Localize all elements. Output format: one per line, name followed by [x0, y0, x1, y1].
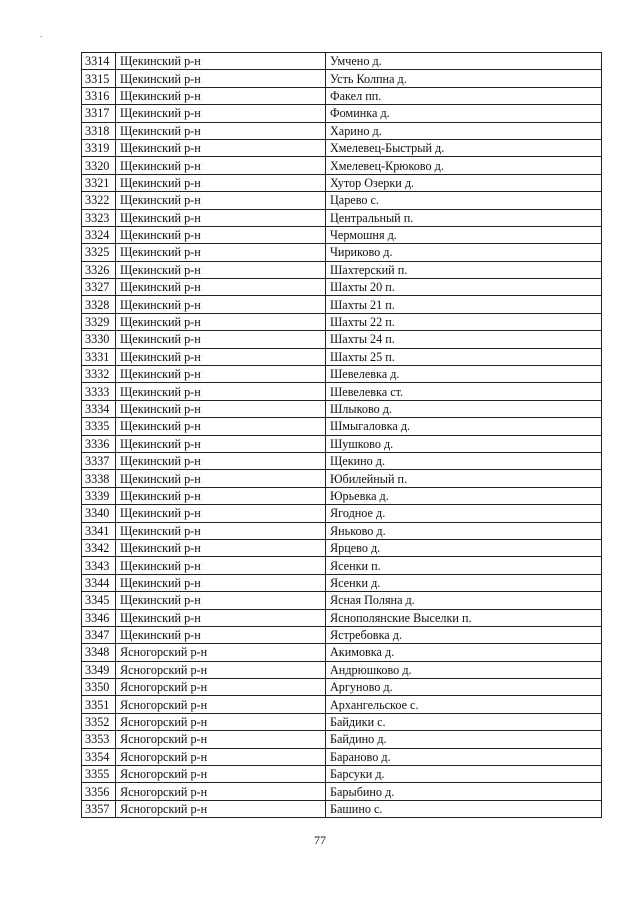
- table-row: [82, 470, 602, 487]
- row-number: 3319: [82, 139, 116, 156]
- table-row: [82, 70, 602, 87]
- district-cell: Щекинский р-н: [116, 226, 326, 243]
- district-cell: Ясногорский р-н: [116, 800, 326, 817]
- district-cell: Щекинский р-н: [116, 522, 326, 539]
- locality-cell: Факел пп.: [326, 87, 602, 104]
- row-number: 3324: [82, 226, 116, 243]
- district-cell: Щекинский р-н: [116, 626, 326, 643]
- table-row: [82, 783, 602, 800]
- locality-cell: Башино с.: [326, 800, 602, 817]
- locality-cell: Юрьевка д.: [326, 487, 602, 504]
- table-row: [82, 435, 602, 452]
- table-row: [82, 261, 602, 278]
- locality-cell: Хутор Озерки д.: [326, 174, 602, 191]
- row-number: 3342: [82, 539, 116, 556]
- district-cell: Щекинский р-н: [116, 505, 326, 522]
- row-number: 3332: [82, 366, 116, 383]
- district-cell: Щекинский р-н: [116, 279, 326, 296]
- table-row: [82, 731, 602, 748]
- locality-cell: Хмелевец-Быстрый д.: [326, 139, 602, 156]
- table-row: [82, 487, 602, 504]
- row-number: 3348: [82, 644, 116, 661]
- locality-cell: Акимовка д.: [326, 644, 602, 661]
- row-number: 3325: [82, 244, 116, 261]
- locality-cell: Яснополянские Выселки п.: [326, 609, 602, 626]
- row-number: 3322: [82, 192, 116, 209]
- locality-cell: Центральный п.: [326, 209, 602, 226]
- locality-cell: Ястребовка д.: [326, 626, 602, 643]
- row-number: 3354: [82, 748, 116, 765]
- table-row: [82, 53, 602, 70]
- district-cell: Щекинский р-н: [116, 366, 326, 383]
- row-number: 3317: [82, 105, 116, 122]
- table-row: [82, 87, 602, 104]
- row-number: 3338: [82, 470, 116, 487]
- district-cell: Ясногорский р-н: [116, 748, 326, 765]
- locality-cell: Харино д.: [326, 122, 602, 139]
- district-cell: Ясногорский р-н: [116, 696, 326, 713]
- table-row: [82, 661, 602, 678]
- locality-cell: Архангельское с.: [326, 696, 602, 713]
- locality-cell: Царево с.: [326, 192, 602, 209]
- table-row: [82, 331, 602, 348]
- row-number: 3337: [82, 452, 116, 469]
- row-number: 3327: [82, 279, 116, 296]
- district-cell: Щекинский р-н: [116, 400, 326, 417]
- row-number: 3328: [82, 296, 116, 313]
- table-row: [82, 696, 602, 713]
- row-number: 3344: [82, 574, 116, 591]
- table-row: [82, 139, 602, 156]
- locality-cell: Чириково д.: [326, 244, 602, 261]
- district-cell: Щекинский р-н: [116, 331, 326, 348]
- row-number: 3347: [82, 626, 116, 643]
- row-number: 3345: [82, 592, 116, 609]
- district-cell: Щекинский р-н: [116, 53, 326, 70]
- table-row: [82, 209, 602, 226]
- table-row: [82, 226, 602, 243]
- table-row: [82, 400, 602, 417]
- district-cell: Щекинский р-н: [116, 452, 326, 469]
- locality-cell: Юбилейный п.: [326, 470, 602, 487]
- row-number: 3352: [82, 713, 116, 730]
- locality-cell: Усть Колпна д.: [326, 70, 602, 87]
- table-row: [82, 452, 602, 469]
- row-number: 3318: [82, 122, 116, 139]
- row-number: 3334: [82, 400, 116, 417]
- district-cell: Щекинский р-н: [116, 418, 326, 435]
- table-row: [82, 539, 602, 556]
- table-row: [82, 505, 602, 522]
- locality-cell: Шахты 20 п.: [326, 279, 602, 296]
- row-number: 3356: [82, 783, 116, 800]
- locality-cell: Шевелевка ст.: [326, 383, 602, 400]
- table-row: [82, 609, 602, 626]
- locality-cell: Барыбино д.: [326, 783, 602, 800]
- locality-cell: Барсуки д.: [326, 766, 602, 783]
- row-number: 3315: [82, 70, 116, 87]
- locality-cell: Ясенки п.: [326, 557, 602, 574]
- row-number: 3336: [82, 435, 116, 452]
- district-cell: Щекинский р-н: [116, 592, 326, 609]
- locality-cell: Шевелевка д.: [326, 366, 602, 383]
- table-row: [82, 279, 602, 296]
- row-number: 3314: [82, 53, 116, 70]
- district-cell: Щекинский р-н: [116, 383, 326, 400]
- table-row: [82, 105, 602, 122]
- table-row: [82, 383, 602, 400]
- locality-cell: Фоминка д.: [326, 105, 602, 122]
- district-cell: Щекинский р-н: [116, 244, 326, 261]
- locality-cell: Бараново д.: [326, 748, 602, 765]
- table-row: [82, 313, 602, 330]
- district-cell: Щекинский р-н: [116, 296, 326, 313]
- row-number: 3340: [82, 505, 116, 522]
- table-row: [82, 122, 602, 139]
- locality-cell: Шушково д.: [326, 435, 602, 452]
- district-cell: Щекинский р-н: [116, 313, 326, 330]
- table-row: [82, 192, 602, 209]
- district-cell: Щекинский р-н: [116, 139, 326, 156]
- row-number: 3355: [82, 766, 116, 783]
- table-row: [82, 244, 602, 261]
- table-row: [82, 522, 602, 539]
- district-cell: Ясногорский р-н: [116, 644, 326, 661]
- locality-table: [81, 52, 602, 818]
- row-number: 3331: [82, 348, 116, 365]
- table-row: [82, 174, 602, 191]
- locality-cell: Хмелевец-Крюково д.: [326, 157, 602, 174]
- district-cell: Щекинский р-н: [116, 539, 326, 556]
- table-row: [82, 348, 602, 365]
- row-number: 3341: [82, 522, 116, 539]
- locality-cell: Байдики с.: [326, 713, 602, 730]
- district-cell: Щекинский р-н: [116, 209, 326, 226]
- district-cell: Щекинский р-н: [116, 261, 326, 278]
- locality-cell: Чермошня д.: [326, 226, 602, 243]
- row-number: 3329: [82, 313, 116, 330]
- district-cell: Щекинский р-н: [116, 487, 326, 504]
- district-cell: Щекинский р-н: [116, 435, 326, 452]
- district-cell: Щекинский р-н: [116, 557, 326, 574]
- page-number: 77: [314, 833, 326, 847]
- locality-cell: Ягодное д.: [326, 505, 602, 522]
- table-row: [82, 644, 602, 661]
- locality-cell: Шахтерский п.: [326, 261, 602, 278]
- district-cell: Щекинский р-н: [116, 470, 326, 487]
- table-row: [82, 418, 602, 435]
- locality-cell: Шмыгаловка д.: [326, 418, 602, 435]
- district-cell: Ясногорский р-н: [116, 679, 326, 696]
- district-cell: Ясногорский р-н: [116, 731, 326, 748]
- row-number: 3351: [82, 696, 116, 713]
- row-number: 3333: [82, 383, 116, 400]
- district-cell: Ясногорский р-н: [116, 783, 326, 800]
- row-number: 3357: [82, 800, 116, 817]
- locality-cell: Ярцево д.: [326, 539, 602, 556]
- district-cell: Щекинский р-н: [116, 122, 326, 139]
- locality-cell: Шахты 21 п.: [326, 296, 602, 313]
- table-row: [82, 574, 602, 591]
- table-row: [82, 592, 602, 609]
- row-number: 3346: [82, 609, 116, 626]
- locality-cell: Шахты 24 п.: [326, 331, 602, 348]
- district-cell: Щекинский р-н: [116, 87, 326, 104]
- row-number: 3321: [82, 174, 116, 191]
- district-cell: Ясногорский р-н: [116, 661, 326, 678]
- row-number: 3326: [82, 261, 116, 278]
- table-row: [82, 766, 602, 783]
- district-cell: Щекинский р-н: [116, 105, 326, 122]
- row-number: 3350: [82, 679, 116, 696]
- row-number: 3343: [82, 557, 116, 574]
- table-row: [82, 557, 602, 574]
- district-cell: Щекинский р-н: [116, 157, 326, 174]
- locality-cell: Ясенки д.: [326, 574, 602, 591]
- locality-cell: Яньково д.: [326, 522, 602, 539]
- table-row: [82, 626, 602, 643]
- locality-cell: Умчено д.: [326, 53, 602, 70]
- row-number: 3320: [82, 157, 116, 174]
- locality-cell: Байдино д.: [326, 731, 602, 748]
- row-number: 3335: [82, 418, 116, 435]
- locality-cell: Шахты 25 п.: [326, 348, 602, 365]
- table-row: [82, 748, 602, 765]
- district-cell: Щекинский р-н: [116, 70, 326, 87]
- row-number: 3353: [82, 731, 116, 748]
- scan-speck: [40, 36, 42, 37]
- table-row: [82, 296, 602, 313]
- district-cell: Щекинский р-н: [116, 348, 326, 365]
- locality-cell: Щекино д.: [326, 452, 602, 469]
- row-number: 3330: [82, 331, 116, 348]
- row-number: 3323: [82, 209, 116, 226]
- district-cell: Ясногорский р-н: [116, 766, 326, 783]
- district-cell: Щекинский р-н: [116, 174, 326, 191]
- district-cell: Ясногорский р-н: [116, 713, 326, 730]
- row-number: 3339: [82, 487, 116, 504]
- table-row: [82, 679, 602, 696]
- row-number: 3316: [82, 87, 116, 104]
- locality-cell: Шлыково д.: [326, 400, 602, 417]
- table-row: [82, 366, 602, 383]
- table-row: [82, 800, 602, 817]
- row-number: 3349: [82, 661, 116, 678]
- table-row: [82, 157, 602, 174]
- district-cell: Щекинский р-н: [116, 609, 326, 626]
- locality-cell: Ясная Поляна д.: [326, 592, 602, 609]
- locality-cell: Аргуново д.: [326, 679, 602, 696]
- locality-cell: Андрюшково д.: [326, 661, 602, 678]
- district-cell: Щекинский р-н: [116, 192, 326, 209]
- locality-cell: Шахты 22 п.: [326, 313, 602, 330]
- district-cell: Щекинский р-н: [116, 574, 326, 591]
- locality-table-body: [82, 53, 602, 818]
- table-row: [82, 713, 602, 730]
